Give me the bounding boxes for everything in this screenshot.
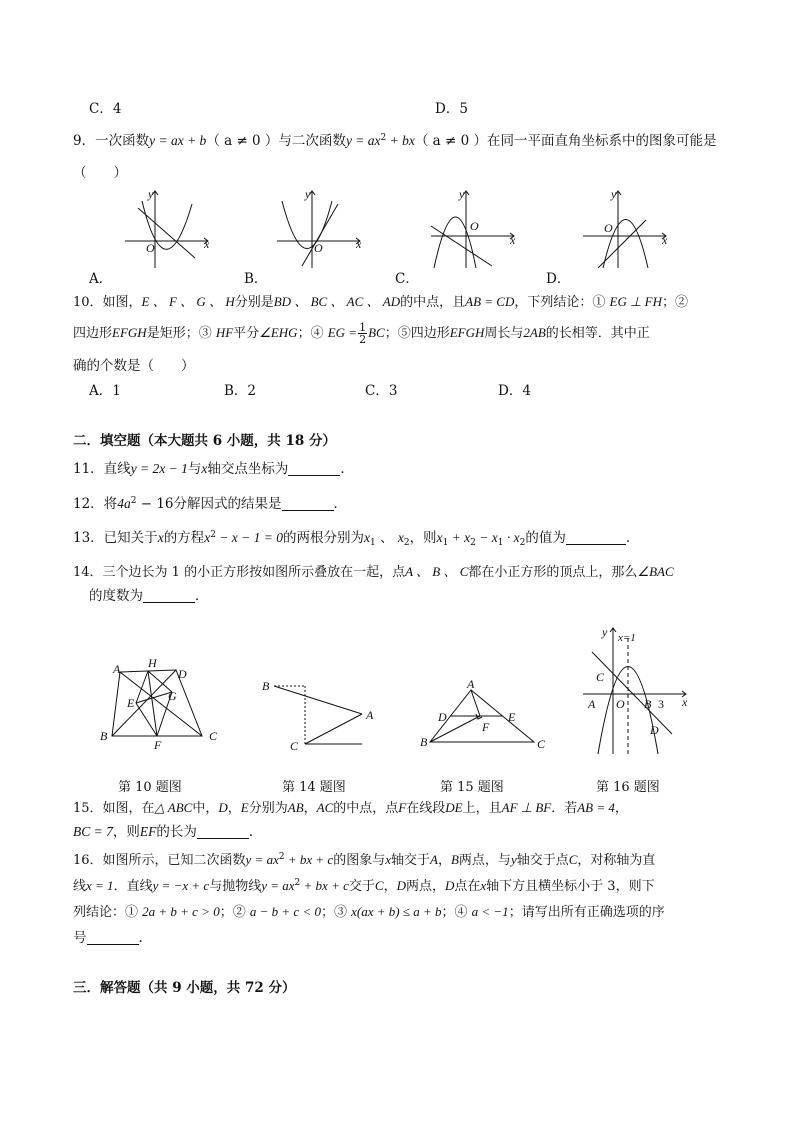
q10-option-b: B．2 [224, 383, 257, 399]
svg-text:y: y [611, 187, 617, 201]
q10-option-a: A．1 [89, 383, 121, 399]
q9-label-b: B． [244, 271, 268, 287]
caption-fig15: 第 15 题图 [440, 780, 504, 795]
q12: 12．将$4a^2 - 16$分解因式的结果是 ． [73, 496, 347, 512]
fig15-label-C: C [537, 737, 546, 751]
q16-line3: 列结论：① 2a + b + c > 0；② a − b + c < 0；③ x(ax + b) ≤ a + b；④ a < −1；请写出所有正确选项的序 [73, 904, 665, 920]
q16-line1: 16．如图所示，已知二次函数$y = ax^2$ + bx + c的图象与x轴交于A，B两点，与y轴交于点C，对称轴为直 [73, 852, 656, 868]
svg-text:x: x [356, 237, 362, 251]
svg-text:x: x [204, 237, 210, 251]
q15-line1: 15．如图，在△ ABC中，D，E分别为AB，AC的中点，点F在线段DE上，且AF ⊥ BF．若AB = 4， [73, 800, 628, 816]
q14-line2: 的度数为 ． [89, 588, 209, 604]
fig16-label-O: O [616, 697, 625, 711]
caption-fig10: 第 10 题图 [118, 780, 182, 795]
fig10-label-D: D [178, 667, 187, 681]
q9-graph-d [578, 186, 673, 276]
fig16-label-B: B [644, 697, 652, 711]
fig10-label-H: H [148, 656, 157, 670]
q9-graph-c [426, 186, 521, 276]
q9-label-d: D． [546, 271, 571, 287]
fig10-label-C: C [209, 729, 218, 743]
q10-line2: 四边形EFGH是矩形；③ HF平分∠EHG；④ EG = $\frac{1}{2}$ BC；⑤四边形EFGH周长与2AB的长相等．其中正 [73, 321, 650, 346]
answer-blank [87, 930, 139, 945]
figure-15 [416, 676, 551, 756]
fig16-label-C: C [596, 670, 605, 684]
fig16-label-3: 3 [658, 697, 664, 711]
fig16-label-x1: x=1 [618, 632, 636, 644]
fig16-label-A: A [588, 697, 596, 711]
fig10-label-E: E [127, 696, 135, 710]
q9-paren: （ ） [73, 165, 127, 181]
q9-label-c: C． [395, 271, 419, 287]
q9-graph-b [272, 186, 367, 276]
fig16-label-x: x [682, 695, 688, 709]
fig14-label-B: B [262, 679, 270, 693]
q16-line4: 号 ． [73, 930, 152, 946]
answer-blank [197, 824, 249, 839]
fig15-label-D: D [438, 710, 447, 724]
svg-text:O: O [146, 241, 155, 255]
svg-text:x: x [510, 233, 516, 247]
section-2-heading: 二．填空题（本大题共 6 小题，共 18 分） [73, 433, 336, 449]
fig14-label-C: C [290, 739, 299, 753]
fig10-label-A: A [113, 662, 121, 676]
svg-text:O: O [604, 221, 613, 235]
fig10-label-B: B [100, 729, 108, 743]
answer-blank [566, 530, 626, 545]
fig15-label-E: E [508, 710, 516, 724]
q10-line3: 确的个数是（ ） [73, 358, 195, 374]
figure-16 [580, 624, 700, 759]
fig15-label-A: A [467, 677, 475, 691]
caption-fig16: 第 16 题图 [596, 780, 660, 795]
q13: 13．已知关于x的方程$x^2 - x - 1 = 0$的两根分别为$x_1$ 、 $x_2$，则$x_1 + x_2 - x_1 \cdot x_2$的值为 ． [73, 530, 640, 548]
q9-graph-a [120, 186, 215, 276]
q9-label-a: A． [89, 271, 113, 287]
q9-stem: 9．一次函数y = ax + b（ a ≠ 0 ）与二次函数$y = ax^2 + bx$（ a ≠ 0 ）在同一平面直角坐标系中的图象可能是 [73, 133, 717, 149]
svg-text:x: x [662, 233, 668, 247]
q10-option-c: C．3 [365, 383, 398, 399]
q8-option-d: D．5 [435, 101, 468, 117]
fig14-label-A: A [366, 708, 374, 722]
answer-blank [282, 496, 334, 511]
q16-line2: 线x = 1．直线y = −x + c与抛物线$y = ax^2$ + bx + c交于C，D两点，D点在x轴下方且横坐标小于 3，则下 [73, 878, 655, 894]
answer-blank [288, 461, 340, 476]
svg-text:y: y [305, 187, 311, 201]
q15-line2: BC = 7，则EF的长为 ． [73, 824, 263, 840]
fig16-label-y: y [602, 625, 608, 639]
fig10-label-F: F [154, 738, 162, 752]
fig10-label-G: G [168, 689, 177, 703]
svg-text:y: y [148, 187, 154, 201]
q10-line1: 10．如图，E 、 F 、 G 、 H分别是BD 、 BC 、 AC 、 AD的中点，且AB = CD，下列结论：① EG ⊥ FH；② [73, 294, 688, 310]
q11: 11．直线y = 2x − 1与x轴交点坐标为 ． [73, 461, 354, 477]
fraction-one-half: $\frac{1}{2}$ [359, 321, 367, 346]
svg-text:y: y [459, 187, 465, 201]
fig15-label-F: F [482, 720, 490, 734]
q14-line1: 14．三个边长为 1 的小正方形按如图所示叠放在一起，点A 、 B 、 C都在小正方形的顶点上，那么∠BAC [73, 564, 674, 580]
figure-10 [96, 656, 226, 756]
fig15-label-B: B [420, 735, 428, 749]
fig16-label-D: D [650, 723, 659, 737]
section-3-heading: 三．解答题（共 9 小题，共 72 分） [73, 980, 296, 996]
q10-option-d: D．4 [498, 383, 531, 399]
q8-option-c: C．4 [89, 101, 122, 117]
figure-14 [258, 672, 378, 757]
caption-fig14: 第 14 题图 [282, 780, 346, 795]
svg-text:O: O [314, 241, 323, 255]
svg-text:O: O [470, 219, 479, 233]
answer-blank [143, 588, 195, 603]
